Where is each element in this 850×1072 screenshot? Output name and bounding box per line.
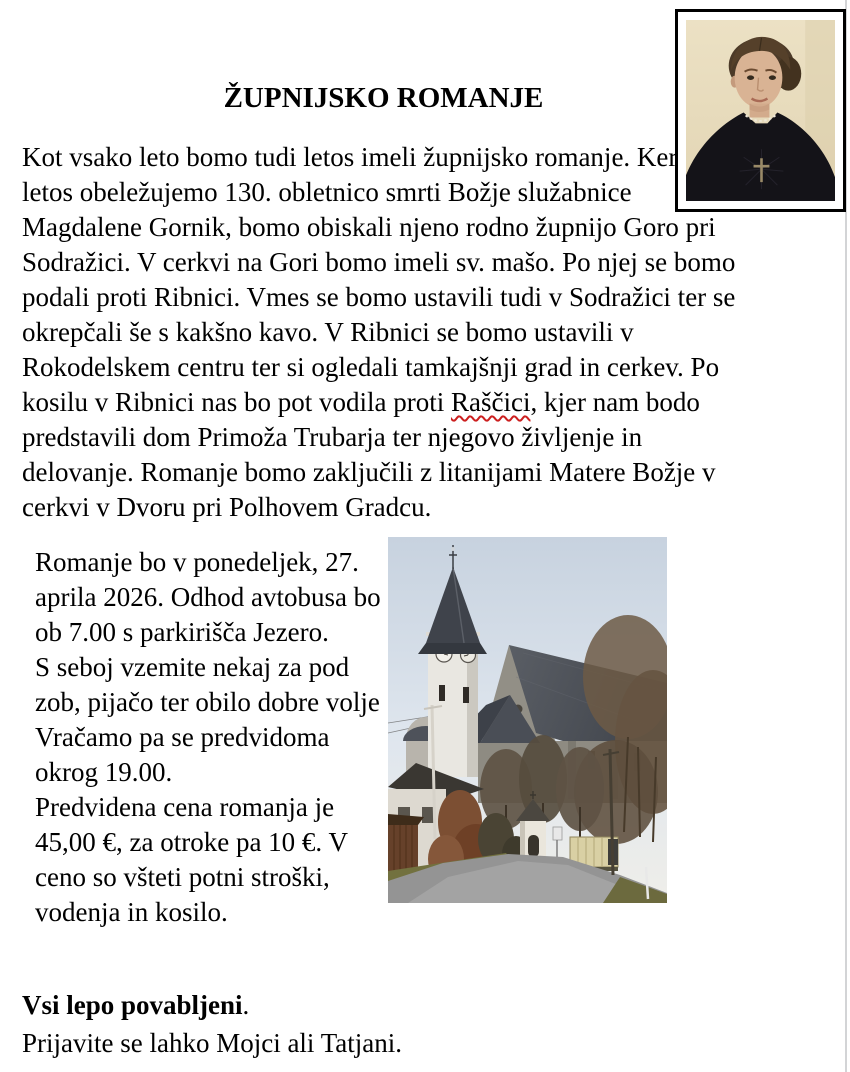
misspelled-word: Raščici — [450, 387, 531, 417]
church-photo — [388, 537, 667, 903]
closing-invitation — [22, 988, 402, 1023]
page-title: ŽUPNIJSKO ROMANJE — [223, 82, 544, 114]
intro-text-before: Kot vsako leto bomo tudi letos imeli župnijsko romanje. Ker letos obeležujemo 130. obletnico smrti Božje služabnice Magdalene Gornik, bomo obiskali njeno rodno župnijo Goro pri Sodražici. V cerkvi na Gori bomo imeli sv. mašo. Po njej se bomo podali proti Ribnici. Vmes se bomo ustavili tudi v Sodražici ter se okrepčali še s kakšno kavo. V Ribnici se bomo ustavili v Rokodelskem centru ter si ogledali tamkajšnji grad in cerkev. Po kosilu v Ribnici nas bo pot vodila proti — [22, 142, 736, 417]
main-text-column — [22, 80, 745, 525]
closing-block — [22, 988, 402, 1061]
detail-line: Vračamo pa se predvidoma okrog 19.00. — [35, 722, 330, 787]
detail-line: Romanje bo v ponedeljek, 27. aprila 2026. Odhod avtobusa bo ob 7.00 s parkirišča Jezero. — [35, 547, 381, 647]
closing-invitation-bold: Vsi lepo povabljeni — [22, 990, 243, 1020]
detail-line: S seboj vzemite nekaj za pod zob, pijačo ter obilo dobre volje — [35, 652, 380, 717]
church-photo-image — [388, 537, 667, 903]
intro-paragraph — [22, 140, 745, 525]
intro-text-after: , kjer nam bodo predstavili dom Primoža Trubarja ter njegovo življenje in delovanje. Romanje bomo zaključili z litanijami Matere Božje v cerkvi v Dvoru pri Polhovem Gradcu. — [22, 387, 716, 522]
signup-line: Prijavite se lahko Mojci ali Tatjani. — [22, 1028, 403, 1058]
text-wrap-spacer — [692, 140, 745, 210]
details-block — [35, 545, 395, 930]
closing-invitation-period: . — [242, 990, 250, 1020]
detail-line: Predvidena cena romanja je 45,00 €, za otroke pa 10 €. V ceno so všteti potni stroški, vodenja in kosilo. — [35, 792, 348, 927]
